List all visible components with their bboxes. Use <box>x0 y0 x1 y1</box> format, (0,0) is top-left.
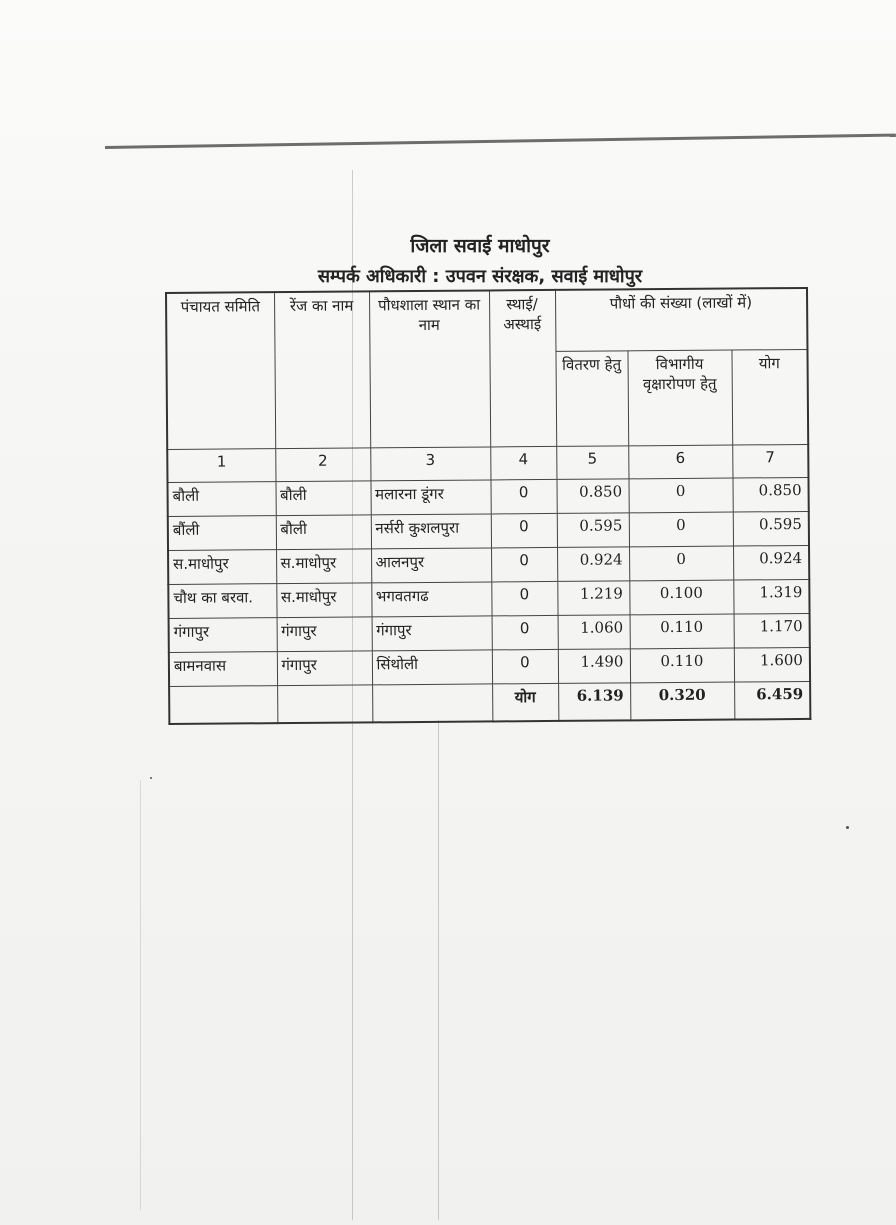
paper-crease <box>438 720 439 1220</box>
header-total: योग <box>731 349 808 445</box>
cell-total: 1.319 <box>733 579 809 614</box>
contact-officer-line: सम्पर्क अधिकारी : उपवन संरक्षक, सवाई माधोपुर <box>317 266 643 287</box>
cell-distribution: 1.060 <box>558 615 630 650</box>
table-row <box>169 647 810 686</box>
cell-departmental: 0 <box>629 546 733 581</box>
cell-nursery: आलनपुर <box>371 548 491 583</box>
header-nursery-location: पौधशाला स्थान का नाम <box>369 290 490 447</box>
column-number: 5 <box>556 446 628 480</box>
column-number: 3 <box>370 447 490 481</box>
cell-distribution: 1.219 <box>557 581 629 616</box>
header-distribution: वितरण हेतु <box>555 351 628 447</box>
cell-panchayat: चौथ का बरवा. <box>168 584 276 619</box>
total-distribution: 6.139 <box>558 683 630 721</box>
cell-panchayat: गंगापुर <box>169 618 277 653</box>
table-row <box>169 613 810 652</box>
header-permanent-temporary: स्थाई/ अस्थाई <box>489 290 556 447</box>
cell-departmental: 0 <box>629 512 733 547</box>
cell-nursery: नर्सरी कुशलपुरा <box>371 514 491 549</box>
document-header <box>250 232 710 288</box>
cell-departmental: 0.110 <box>630 614 734 649</box>
cell-range: गंगापुर <box>277 617 372 652</box>
column-number: 6 <box>628 445 732 479</box>
total-label: योग <box>492 683 558 721</box>
cell-departmental: 0 <box>628 478 732 513</box>
cell-range: स.माधोपुर <box>276 583 371 618</box>
grand-total: 6.459 <box>734 681 810 719</box>
cell-total: 0.850 <box>732 477 808 512</box>
table-row <box>168 545 809 584</box>
cell-departmental: 0.110 <box>630 648 734 683</box>
cell-panchayat: बौली <box>167 482 275 517</box>
nursery-table-wrapper <box>165 287 809 725</box>
column-number: 1 <box>167 449 275 483</box>
cell-range: स.माधोपुर <box>276 549 371 584</box>
header-range-name: रेंज का नाम <box>274 291 370 448</box>
cell-departmental: 0.100 <box>629 580 733 615</box>
cell-distribution: 1.490 <box>558 649 630 684</box>
cell-total: 1.170 <box>734 613 810 648</box>
cell-total: 0.595 <box>733 511 809 546</box>
column-number: 7 <box>732 444 808 478</box>
cell-range: बौली <box>275 481 370 516</box>
cell-status: 0 <box>491 547 557 582</box>
table-row <box>167 477 808 516</box>
scan-speck <box>150 777 152 779</box>
header-departmental-plantation: विभागीय वृक्षारोपण हेतु <box>627 350 732 446</box>
paper-crease <box>140 780 141 1210</box>
column-number: 4 <box>490 446 556 480</box>
cell-distribution: 0.924 <box>557 547 629 582</box>
cell-nursery: गंगापुर <box>372 616 492 651</box>
cell-status: 0 <box>492 649 558 684</box>
cell-status: 0 <box>491 581 557 616</box>
cell-nursery: सिंथोली <box>372 650 492 685</box>
cell-total: 1.600 <box>734 647 810 682</box>
cell-panchayat: स.माधोपुर <box>168 550 276 585</box>
cell-panchayat: बामनवास <box>169 652 277 687</box>
cell-status: 0 <box>490 479 556 514</box>
cell-distribution: 0.850 <box>556 479 628 514</box>
scan-speck <box>846 826 849 829</box>
cell-distribution: 0.595 <box>557 513 629 548</box>
header-plant-count: पौधों की संख्या (लाखों में) <box>555 288 807 351</box>
empty-cell <box>277 685 372 723</box>
cell-status: 0 <box>491 513 557 548</box>
nursery-plants-table <box>165 287 811 725</box>
column-number: 2 <box>275 448 370 482</box>
empty-cell <box>372 684 492 722</box>
total-row <box>169 681 810 724</box>
header-panchayat-samiti: पंचायत समिति <box>166 292 275 449</box>
table-row <box>168 579 809 618</box>
cell-total: 0.924 <box>733 545 809 580</box>
cell-nursery: भगवतगढ <box>371 582 491 617</box>
total-departmental: 0.320 <box>630 682 734 720</box>
district-title: जिला सवाई माधोपुर <box>410 235 550 257</box>
cell-status: 0 <box>492 615 558 650</box>
empty-cell <box>169 686 277 724</box>
cell-range: बौली <box>276 515 371 550</box>
table-row <box>168 511 809 550</box>
cell-nursery: मलारना डूंगर <box>370 480 490 515</box>
cell-panchayat: बौंली <box>168 516 276 551</box>
cell-range: गंगापुर <box>277 651 372 686</box>
